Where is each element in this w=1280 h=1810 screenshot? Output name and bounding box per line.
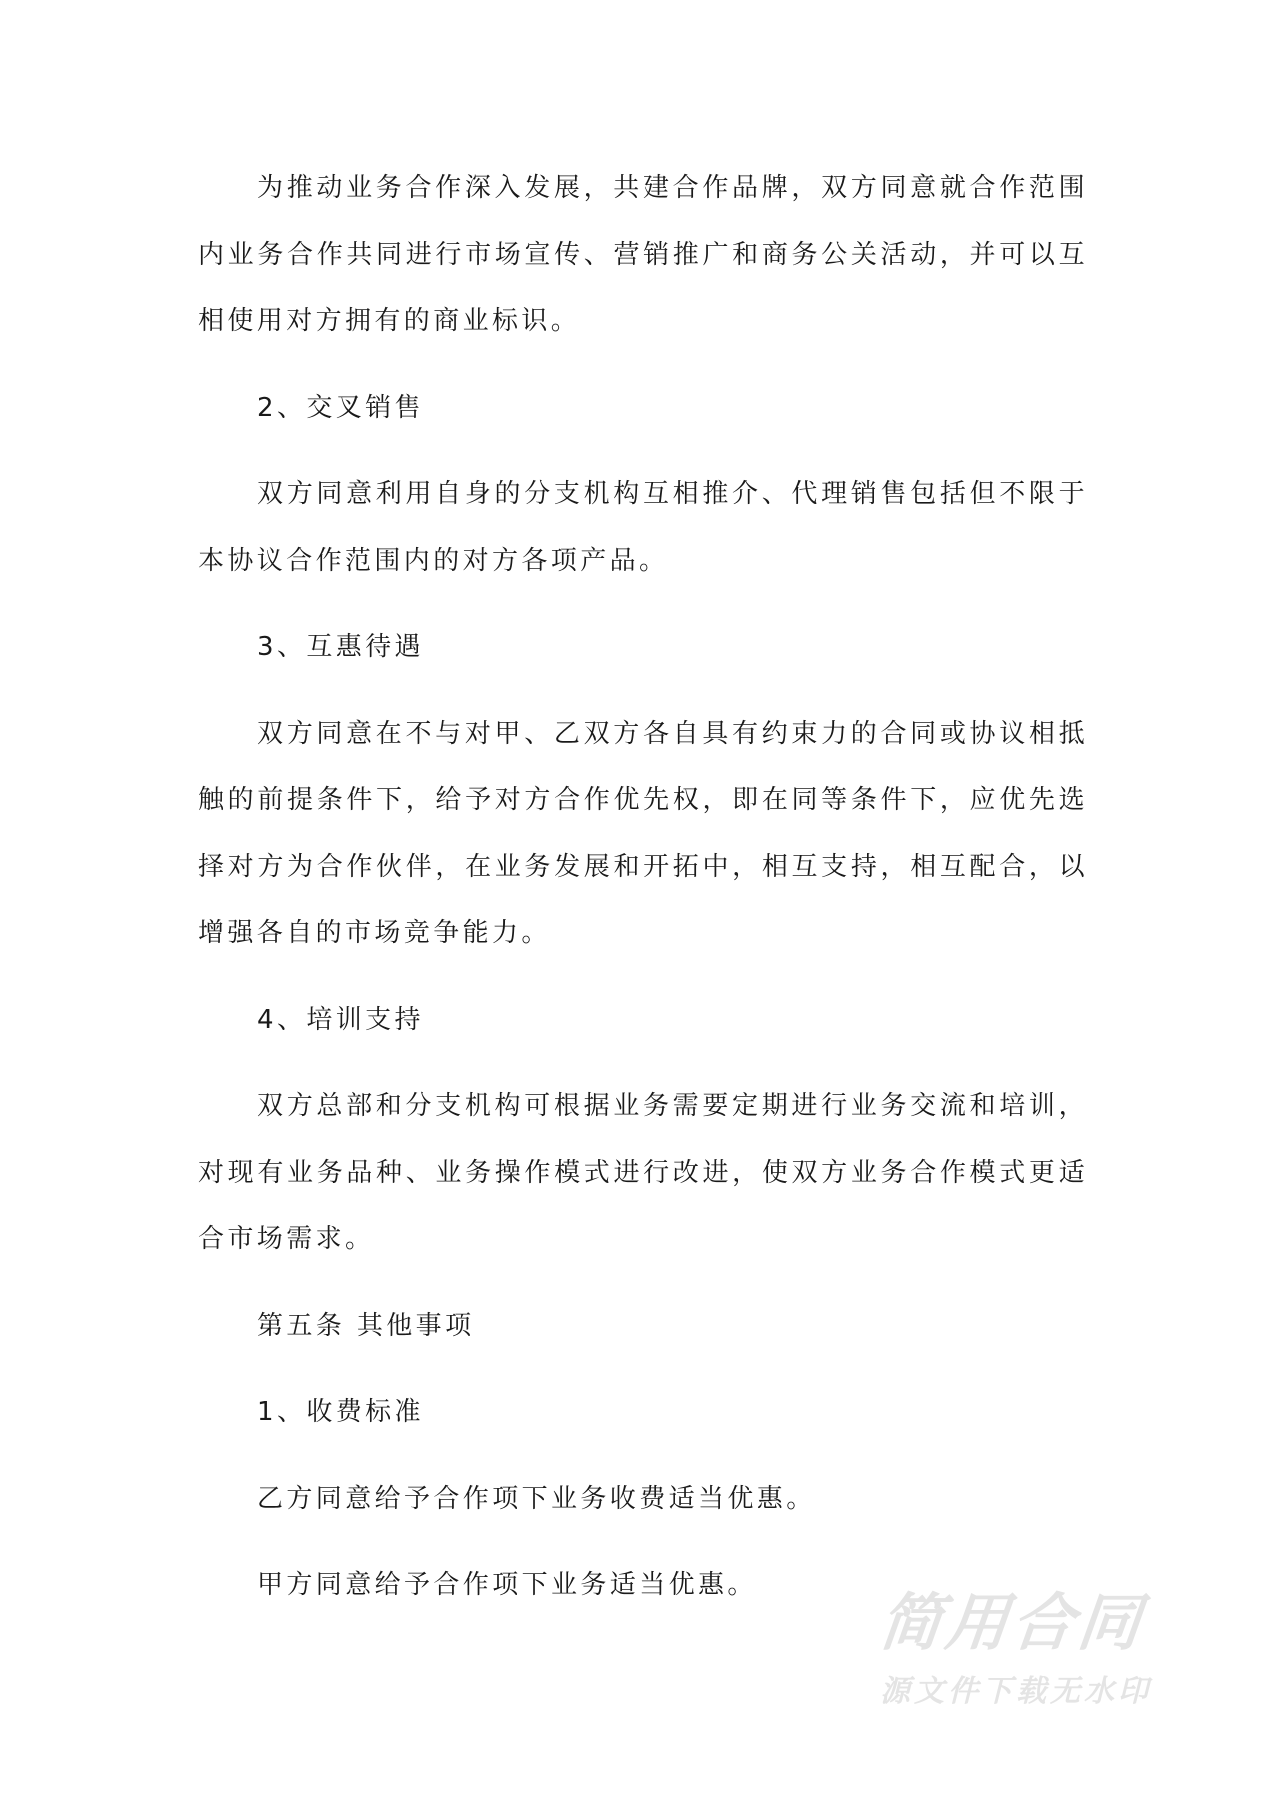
watermark-subtitle: 源文件下载无水印 [880, 1674, 1152, 1709]
paragraph-party-a-discount: 甲方同意给予合作项下业务适当优惠。 [257, 1570, 757, 1600]
paragraph-training-support: 双方总部和分支机构可根据业务需要定期进行业务交流和培训，对现有业务品种、业务操作模式进行改进，使双方业务合作模式更适合市场需求。 [198, 1091, 1088, 1254]
paragraph-party-b-discount: 乙方同意给予合作项下业务收费适当优惠。 [257, 1483, 816, 1514]
section-heading-training-support: 4、培训支持 [257, 1004, 424, 1035]
document-body [198, 155, 1088, 1639]
paragraph-cooperative-branding: 为推动业务合作深入发展，共建合作品牌，双方同意就合作范围内业务合作共同进行市场宣传、营销推广和商务公关活动，并可以互相使用对方拥有的商业标识。 [198, 173, 1088, 336]
watermark-title: 简用合同 [876, 1586, 1148, 1659]
section-heading-cross-selling: 2、交叉销售 [257, 392, 424, 423]
paragraph-reciprocal-treatment: 双方同意在不与对甲、乙双方各自具有约束力的合同或协议相抵触的前提条件下，给予对方合作优先权，即在同等条件下，应优先选择对方为合作伙伴，在业务发展和开拓中，相互支持，相互配合，以增强各自的市场竞争能力。 [198, 718, 1088, 948]
article-heading-other-matters: 第五条 其他事项 [257, 1310, 475, 1341]
paragraph-cross-selling: 双方同意利用自身的分支机构互相推介、代理销售包括但不限于本协议合作范围内的对方各项产品。 [198, 479, 1088, 576]
section-heading-fee-standard: 1、收费标准 [257, 1397, 424, 1427]
section-heading-reciprocal-treatment: 3、互惠待遇 [257, 632, 424, 662]
